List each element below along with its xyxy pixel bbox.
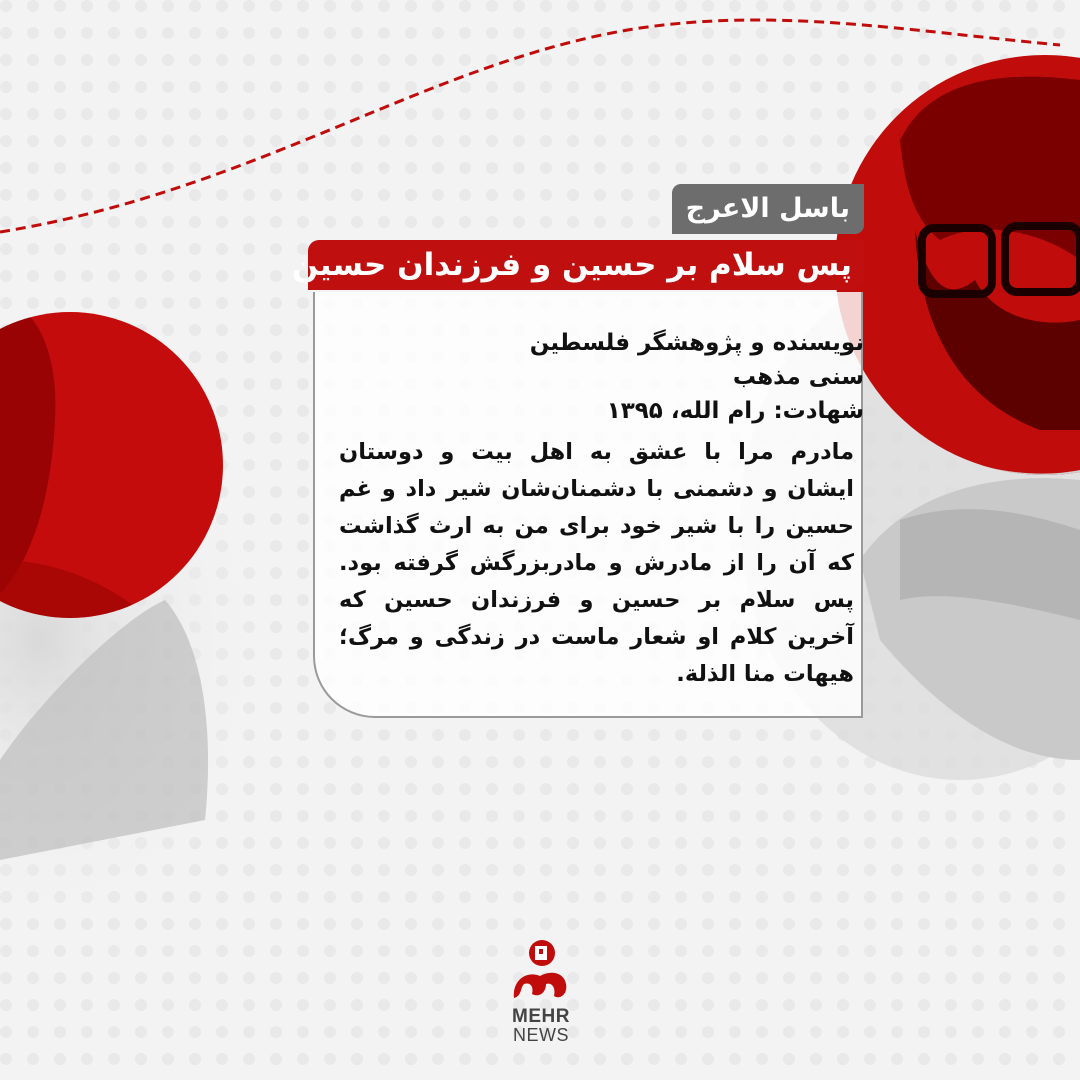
- logo-text-mehr: MEHR: [512, 1006, 570, 1027]
- logo-text-news: NEWS: [513, 1025, 569, 1045]
- info-line-martyrdom: شهادت: رام الله، ۱۳۹۵: [606, 398, 864, 424]
- mehr-news-logo: [506, 936, 576, 1046]
- headline-banner: پس سلام بر حسین و فرزندان حسین: [308, 240, 864, 290]
- mehr-news-logo-icon: [506, 936, 576, 1008]
- quote-text: مادرم مرا با عشق به اهل بیت و دوستان ایشان و دشمنی با دشمنان‌شان شیر داد و غم حسین را با شیر خود برای من به ارث گذاشت که آن را از مادرش و مادربزرگش گرفته بود. پس سلام بر حسین و فرزندان حسین که آخرین کلام او شعار ماست در زندگی و مرگ؛ هیهات منا الذلة.: [339, 439, 854, 687]
- name-tag: باسل الاعرج: [672, 184, 864, 234]
- info-block: [344, 326, 864, 428]
- info-line-profession: نویسنده و پژوهشگر فلسطین: [529, 330, 864, 356]
- info-line-religion: سنی مذهب: [732, 364, 864, 390]
